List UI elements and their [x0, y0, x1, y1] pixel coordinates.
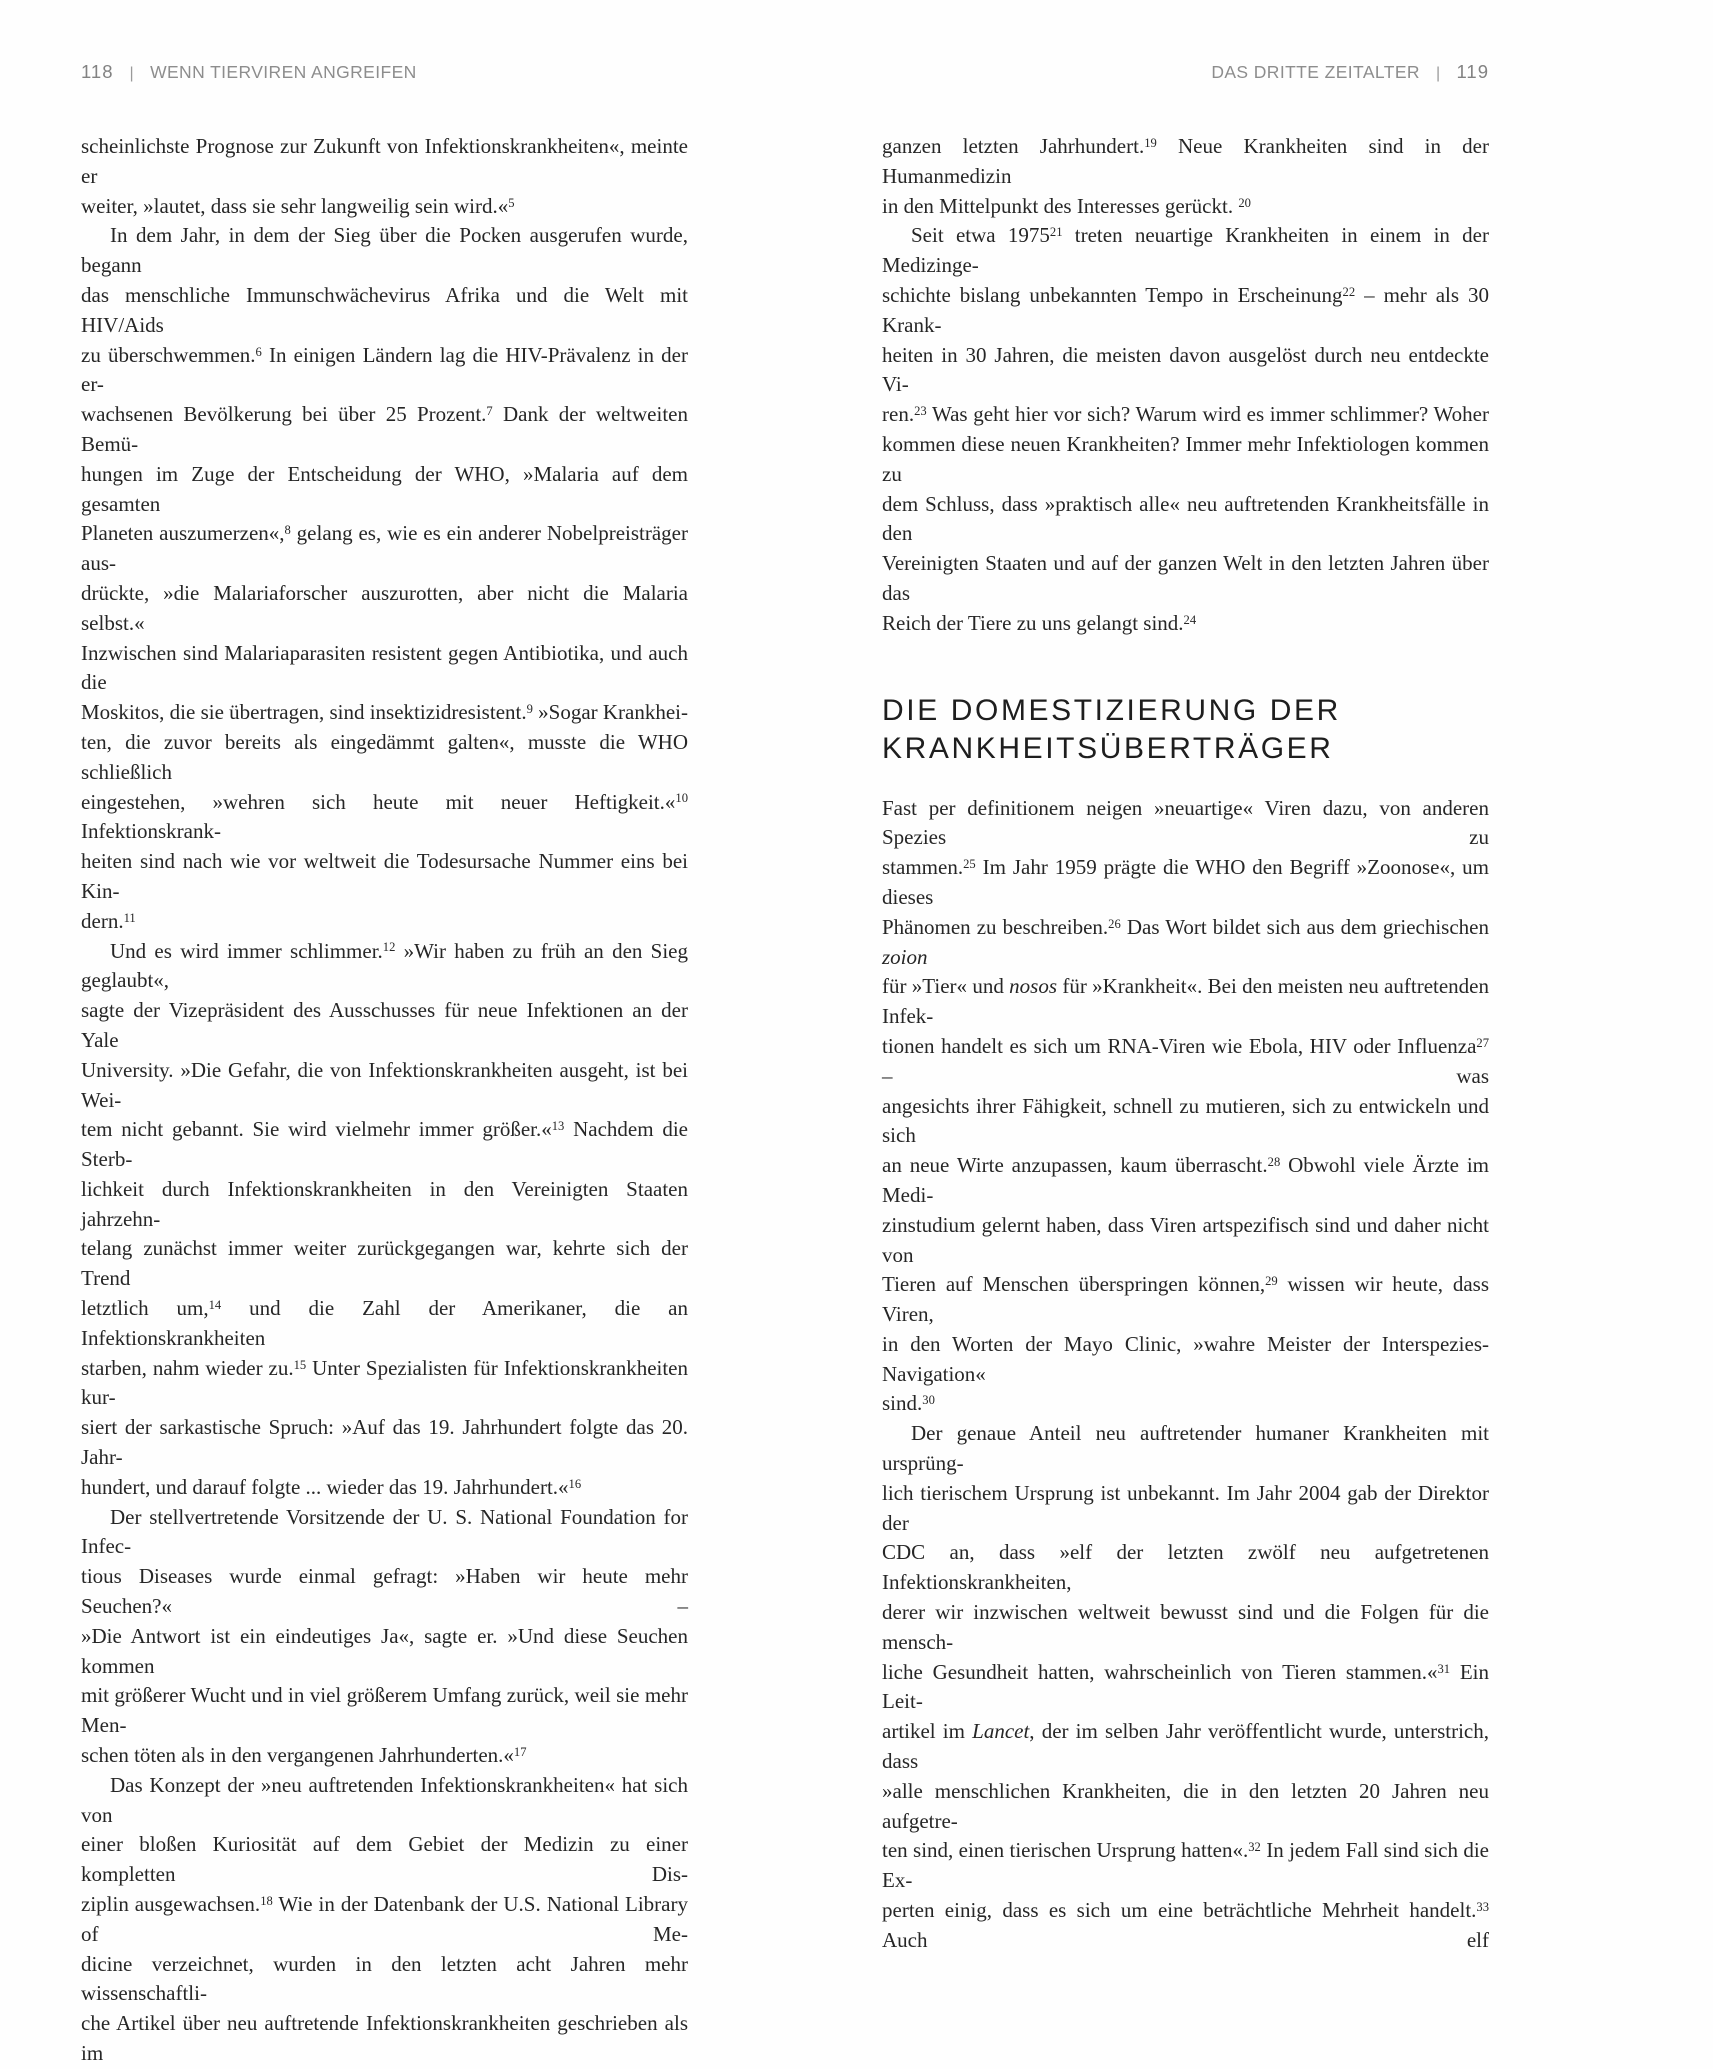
- text-line: Vereinigten Staaten und auf der ganzen Welt in den letzten Jahren über das: [882, 551, 1489, 605]
- text-line: »alle menschlichen Krankheiten, die in den letzten 20 Jahren neu aufgetre-: [882, 1778, 1489, 1833]
- text-line: schichte bislang unbekannten Tempo in Erscheinung$^{22}$ – mehr als 30 Krank-: [882, 282, 1489, 337]
- header-separator-right: |: [1435, 65, 1441, 82]
- text-line: scheinlichste Prognose zur Zukunft von Infektionskrankheiten«, meinte er: [81, 134, 688, 188]
- text-line: telang zunächst immer weiter zurückgegangen war, kehrte sich der Trend: [81, 1236, 688, 1291]
- text-line: sagte der Vizepräsident des Ausschusses für neue Infektionen an der Yale: [81, 998, 688, 1052]
- text-line: Moskitos, die sie übertragen, sind insektizidresistent.$^9$ »Sogar Krankhei-: [81, 700, 689, 725]
- running-title-right: DAS DRITTE ZEITALTER: [1211, 62, 1420, 82]
- text-line: lichkeit durch Infektionskrankheiten in den Vereinigten Staaten jahrzehn-: [81, 1176, 688, 1231]
- text-line: perten einig, dass es sich um eine beträchtliche Mehrheit handelt.$^{33}$ Auch elf: [882, 1898, 1489, 1952]
- text-line: dern.$^{11}$: [81, 908, 136, 933]
- text-line: Tieren auf Menschen überspringen können,$^{29}$ wissen wir heute, dass Viren,: [882, 1272, 1489, 1327]
- text-line: angesichts ihrer Fähigkeit, schnell zu mutieren, sich zu entwickeln und sich: [882, 1093, 1489, 1148]
- paragraph: [81, 221, 688, 936]
- body-text-left: [81, 132, 688, 2069]
- text-line: ten sind, einen tierischen Ursprung hatten«.$^{32}$ In jedem Fall sind sich die Ex-: [882, 1838, 1490, 1893]
- text-line: derer wir inzwischen weltweit bewusst sind und die Folgen für die mensch-: [882, 1600, 1489, 1654]
- header-separator-left: |: [129, 65, 135, 82]
- text-line: für »Tier« und nosos für »Krankheit«. Bei den meisten neu auftretenden Infek-: [882, 974, 1489, 1029]
- text-line: weiter, »lautet, dass sie sehr langweilig sein wird.«$^5$: [81, 193, 515, 218]
- paragraph: [81, 132, 688, 221]
- text-line: in den Worten der Mayo Clinic, »wahre Meister der Interspezies-Navigation«: [882, 1331, 1489, 1386]
- text-line: stammen.$^{25}$ Im Jahr 1959 prägte die WHO den Begriff »Zoonose«, um dieses: [882, 855, 1489, 909]
- page-right: [882, 0, 1490, 1952]
- text-line: Reich der Tiere zu uns gelangt sind.$^{24}$: [882, 610, 1197, 635]
- text-line: Inzwischen sind Malariaparasiten resistent gegen Antibiotika, und auch die: [81, 640, 688, 695]
- paragraph: [81, 1503, 688, 1771]
- text-line: das menschliche Immunschwächevirus Afrika und die Welt mit HIV/Aids: [81, 282, 688, 337]
- text-line: dem Schluss, dass »praktisch alle« neu auftretenden Krankheitsfälle in den: [882, 491, 1489, 546]
- text-line: In dem Jahr, in dem der Sieg über die Pocken ausgerufen wurde, begann: [81, 223, 688, 278]
- text-line: eingestehen, »wehren sich heute mit neuer Heftigkeit.«$^{10}$ Infektionskrank-: [81, 789, 688, 844]
- text-line: artikel im Lancet, der im selben Jahr veröffentlicht wurde, unterstrich, dass: [882, 1719, 1489, 1774]
- paragraph: [882, 221, 1489, 638]
- text-line: drückte, »die Malariaforscher auszurotten, aber nicht die Malaria selbst.«: [81, 580, 688, 635]
- page-number-left: 118: [81, 61, 114, 82]
- text-line: schen töten als in den vergangenen Jahrhunderten.«$^{17}$: [81, 1743, 527, 1768]
- text-line: sind.$^{30}$: [882, 1391, 935, 1416]
- text-line: an neue Wirte anzupassen, kaum überrascht.$^{28}$ Obwohl viele Ärzte im Medi-: [882, 1153, 1489, 1207]
- text-line: Das Konzept der »neu auftretenden Infektionskrankheiten« hat sich von: [81, 1772, 688, 1827]
- text-line: hungen im Zuge der Entscheidung der WHO, »Malaria auf dem gesamten: [81, 461, 688, 516]
- text-line: Der genaue Anteil neu auftretender humaner Krankheiten mit ursprüng-: [882, 1421, 1489, 1476]
- paragraph: [81, 1771, 688, 2069]
- running-header-left: [81, 62, 688, 84]
- text-line: zinstudium gelernt haben, dass Viren artspezifisch sind und daher nicht von: [882, 1212, 1489, 1267]
- page-left: [81, 0, 689, 2065]
- section-heading: [882, 692, 1489, 768]
- text-line: Fast per definitionem neigen »neuartige« Viren dazu, von anderen Spezies zu: [882, 795, 1489, 850]
- text-line: »Die Antwort ist ein eindeutiges Ja«, sagte er. »Und diese Seuchen kommen: [81, 1623, 688, 1678]
- text-line: ziplin ausgewachsen.$^{18}$ Wie in der Datenbank der U.S. National Library of Me-: [81, 1892, 688, 1946]
- text-line: zu überschwemmen.$^6$ In einigen Ländern lag die HIV-Prävalenz in der er-: [81, 342, 688, 397]
- text-line: tem nicht gebannt. Sie wird vielmehr immer größer.«$^{13}$ Nachdem die Sterb-: [81, 1117, 688, 1172]
- page-number-right: 119: [1456, 61, 1489, 82]
- text-line: Phänomen zu beschreiben.$^{26}$ Das Wort bildet sich aus dem griechischen zoion: [882, 914, 1489, 969]
- text-line: dicine verzeichnet, wurden in den letzten acht Jahren mehr wissenschaftli-: [81, 1951, 688, 2006]
- paragraph: [81, 937, 688, 1503]
- text-line: Und es wird immer schlimmer.$^{12}$ »Wir haben zu früh an den Sieg geglaubt«,: [81, 938, 688, 993]
- paragraph: [882, 132, 1489, 221]
- text-line: CDC an, dass »elf der letzten zwölf neu aufgetretenen Infektionskrankheiten,: [882, 1540, 1489, 1595]
- text-line: kommen diese neuen Krankheiten? Immer mehr Infektiologen kommen zu: [882, 431, 1489, 486]
- paragraph: [882, 1419, 1489, 1955]
- text-line: heiten in 30 Jahren, die meisten davon ausgelöst durch neu entdeckte Vi-: [882, 342, 1489, 397]
- text-line: liche Gesundheit hatten, wahrscheinlich von Tieren stammen.«$^{31}$ Ein Leit-: [882, 1659, 1489, 1714]
- text-line: heiten sind nach wie vor weltweit die Todesursache Nummer eins bei Kin-: [81, 849, 688, 903]
- text-line: tionen handelt es sich um RNA-Viren wie Ebola, HIV oder Influenza$^{27}$ – was: [882, 1033, 1489, 1088]
- text-line: in den Mittelpunkt des Interesses gerückt. $^{20}$: [882, 193, 1251, 218]
- running-header-right: [882, 62, 1489, 84]
- paragraph: [882, 794, 1489, 1420]
- text-line: University. »Die Gefahr, die von Infektionskrankheiten ausgeht, ist bei Wei-: [81, 1057, 688, 1112]
- heading-line: KRANKHEITSÜBERTRÄGER: [882, 731, 1334, 765]
- text-line: Planeten auszumerzen«,$^8$ gelang es, wie es ein anderer Nobelpreisträger aus-: [81, 521, 688, 576]
- text-line: mit größerer Wucht und in viel größerem Umfang zurück, weil sie mehr Men-: [81, 1683, 688, 1738]
- heading-line: DIE DOMESTIZIERUNG DER: [882, 693, 1341, 727]
- body-text-right: [882, 132, 1489, 1956]
- running-title-left: WENN TIERVIREN ANGREIFEN: [150, 62, 417, 82]
- text-line: einer bloßen Kuriosität auf dem Gebiet der Medizin zu einer kompletten Dis-: [81, 1832, 688, 1887]
- text-line: siert der sarkastische Spruch: »Auf das 19. Jahrhundert folgte das 20. Jahr-: [81, 1415, 688, 1470]
- text-line: ganzen letzten Jahrhundert.$^{19}$ Neue Krankheiten sind in der Humanmedizin: [882, 134, 1489, 188]
- text-line: starben, nahm wieder zu.$^{15}$ Unter Spezialisten für Infektionskrankheiten kur-: [81, 1355, 689, 1410]
- text-line: ren.$^{23}$ Was geht hier vor sich? Warum wird es immer schlimmer? Woher: [882, 402, 1489, 427]
- text-line: lich tierischem Ursprung ist unbekannt. Im Jahr 2004 gab der Direktor der: [882, 1480, 1489, 1535]
- text-line: hundert, und darauf folgte ... wieder das 19. Jahrhundert.«$^{16}$: [81, 1474, 582, 1499]
- text-line: letztlich um,$^{14}$ und die Zahl der Amerikaner, die an Infektionskrankheiten: [81, 1296, 688, 1350]
- text-line: Seit etwa 1975$^{21}$ treten neuartige Krankheiten in einem in der Medizinge-: [882, 223, 1490, 278]
- text-line: ten, die zuvor bereits als eingedämmt galten«, musste die WHO schließlich: [81, 729, 688, 784]
- text-line: wachsenen Bevölkerung bei über 25 Prozent.$^7$ Dank der weltweiten Bemü-: [81, 402, 688, 456]
- text-line: tious Diseases wurde einmal gefragt: »Haben wir heute mehr Seuchen?« –: [81, 1564, 688, 1619]
- text-line: che Artikel über neu auftretende Infektionskrankheiten geschrieben als im: [81, 2011, 688, 2065]
- text-line: Der stellvertretende Vorsitzende der U. S. National Foundation for Infec-: [81, 1504, 688, 1559]
